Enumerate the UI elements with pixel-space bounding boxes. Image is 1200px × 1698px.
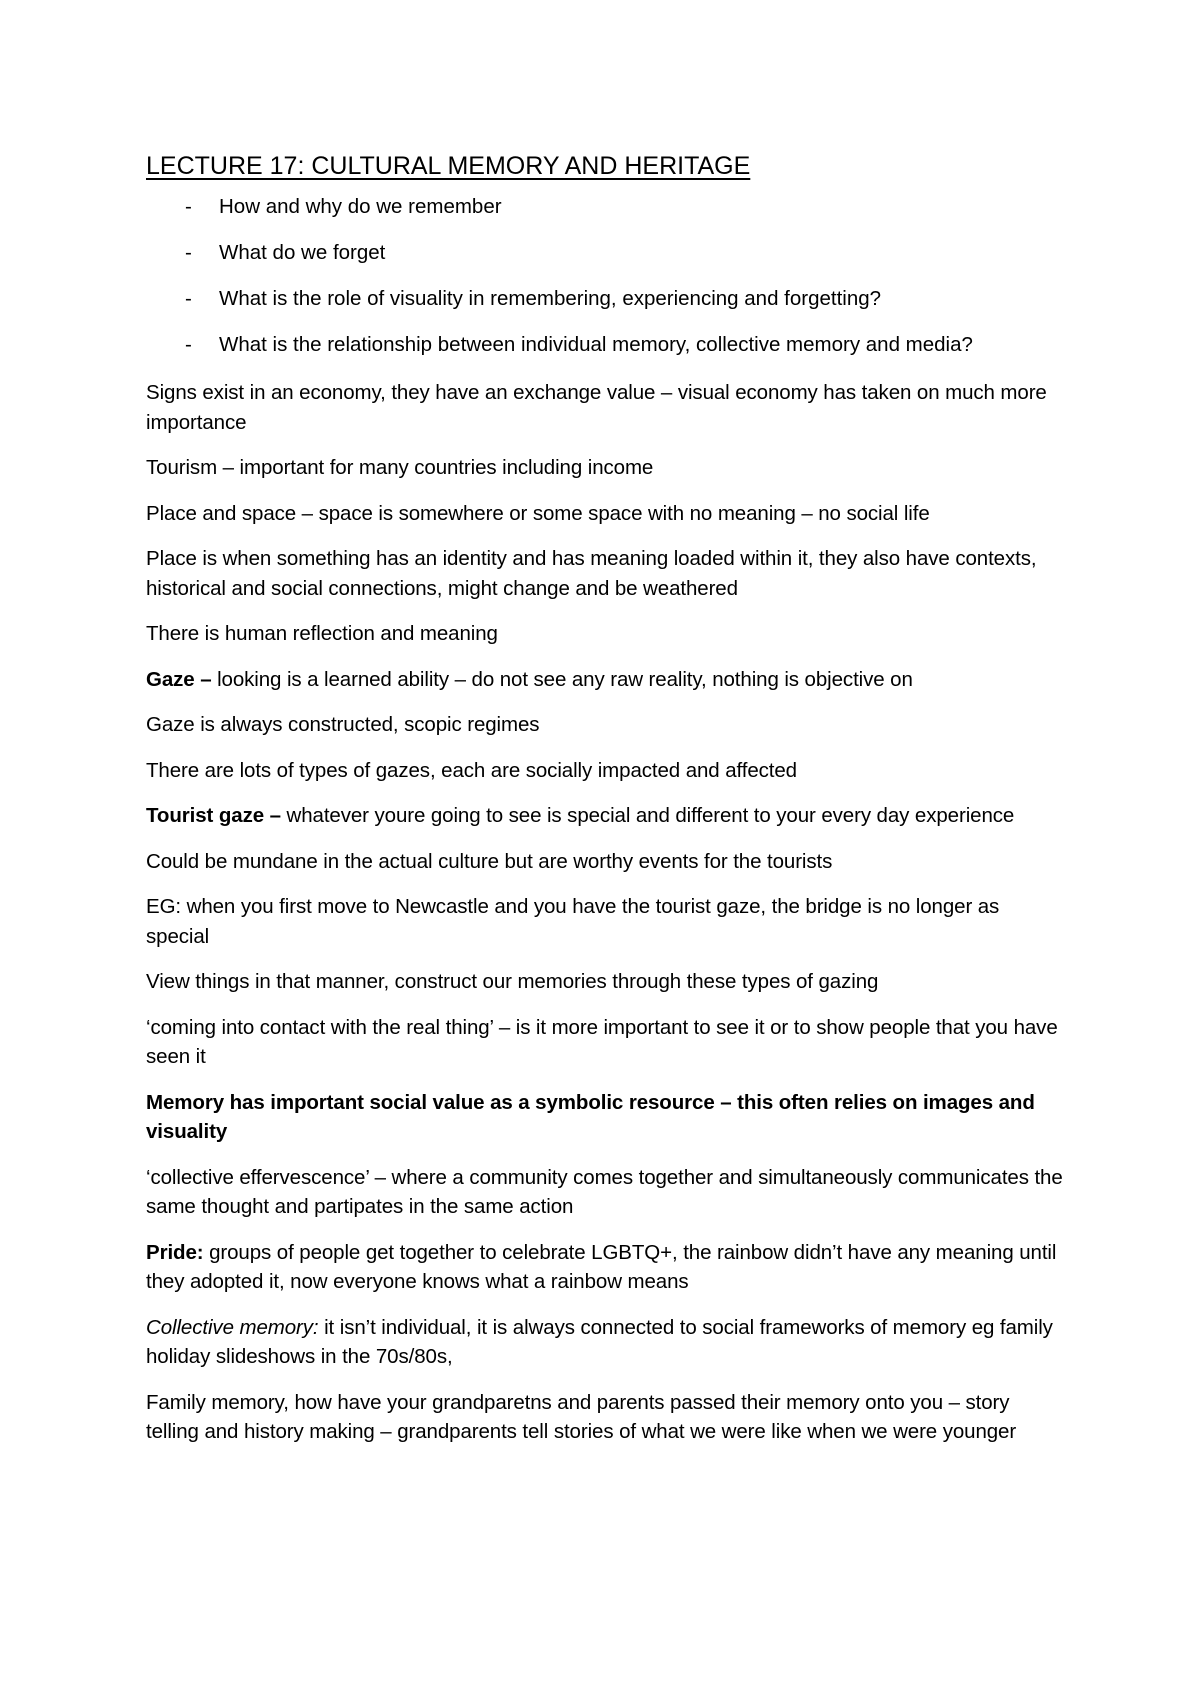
page-title: LECTURE 17: CULTURAL MEMORY AND HERITAGE — [146, 152, 751, 180]
paragraph-pride — [146, 1238, 1066, 1297]
term-pride: Pride: — [146, 1240, 204, 1264]
question-text: What is the role of visuality in remembering, experiencing and forgetting? — [219, 287, 882, 310]
paragraph-real-thing: ‘coming into contact with the real thing’ – is it more important to see it or to show people that you have seen it — [146, 1015, 1058, 1068]
list-item — [146, 286, 1066, 312]
paragraph-collective-memory — [146, 1313, 1066, 1372]
bullet-dash: - — [185, 195, 192, 218]
term-tourist-gaze: Tourist gaze – — [146, 804, 281, 827]
gaze-text: looking is a learned ability – do not see any raw reality, nothing is objective on — [211, 667, 913, 691]
list-item — [146, 332, 1066, 358]
paragraph-tourism: Tourism – important for many countries including income — [146, 456, 654, 479]
term-gaze: Gaze – — [146, 667, 212, 691]
collective-memory-text: it isn’t individual, it is always connected to social frameworks of memory eg family holiday slideshows in the 70s/80s, — [146, 1315, 1053, 1368]
term-collective-memory: Collective memory: — [146, 1315, 319, 1339]
question-text: How and why do we remember — [219, 195, 502, 218]
paragraph-gaze — [146, 665, 1066, 695]
bullet-dash: - — [185, 333, 192, 356]
document-page — [146, 150, 1066, 1463]
tourist-gaze-text: whatever youre going to see is special and different to your every day experience — [280, 804, 1015, 827]
question-text: What is the relationship between individual memory, collective memory and media? — [219, 333, 973, 356]
paragraph-tourist-gaze — [146, 801, 1066, 831]
paragraph-types-of-gazes: There are lots of types of gazes, each are socially impacted and affected — [146, 758, 797, 782]
paragraph-collective-effervescence: ‘collective effervescence’ – where a community comes together and simultaneously communicates the same thought and partipates in the same action — [146, 1165, 1063, 1218]
paragraph-view-things: View things in that manner, construct our memories through these types of gazing — [146, 970, 879, 993]
paragraph-family-memory: Family memory, how have your grandparetns and parents passed their memory onto you – story telling and history making – grandparents tell stories of what we were like when we were younger — [146, 1390, 1017, 1443]
paragraph-place-identity: Place is when something has an identity and has meaning loaded within it, they also have contexts, historical and social connections, might change and be weathered — [146, 547, 1037, 600]
bullet-dash: - — [185, 287, 192, 310]
bullet-dash: - — [185, 241, 192, 264]
paragraph-place-and-space: Place and space – space is somewhere or some space with no meaning – no social life — [146, 501, 930, 525]
paragraph-gaze-constructed: Gaze is always constructed, scopic regimes — [146, 713, 540, 736]
paragraph-memory-social-value: Memory has important social value as a symbolic resource – this often relies on images and visuality — [146, 1090, 1035, 1143]
question-list — [146, 194, 1066, 358]
list-item — [146, 194, 1066, 220]
question-text: What do we forget — [219, 241, 386, 264]
paragraph-example-newcastle: EG: when you first move to Newcastle and you have the tourist gaze, the bridge is no longer as special — [146, 895, 1000, 948]
pride-text: groups of people get together to celebrate LGBTQ+, the rainbow didn’t have any meaning until they adopted it, now everyone knows what a rainbow means — [146, 1240, 1057, 1293]
list-item — [146, 240, 1066, 266]
paragraph-human-reflection: There is human reflection and meaning — [146, 622, 498, 645]
paragraph-visual-economy: Signs exist in an economy, they have an exchange value – visual economy has taken on much more importance — [146, 381, 1047, 434]
paragraph-mundane: Could be mundane in the actual culture but are worthy events for the tourists — [146, 849, 833, 873]
